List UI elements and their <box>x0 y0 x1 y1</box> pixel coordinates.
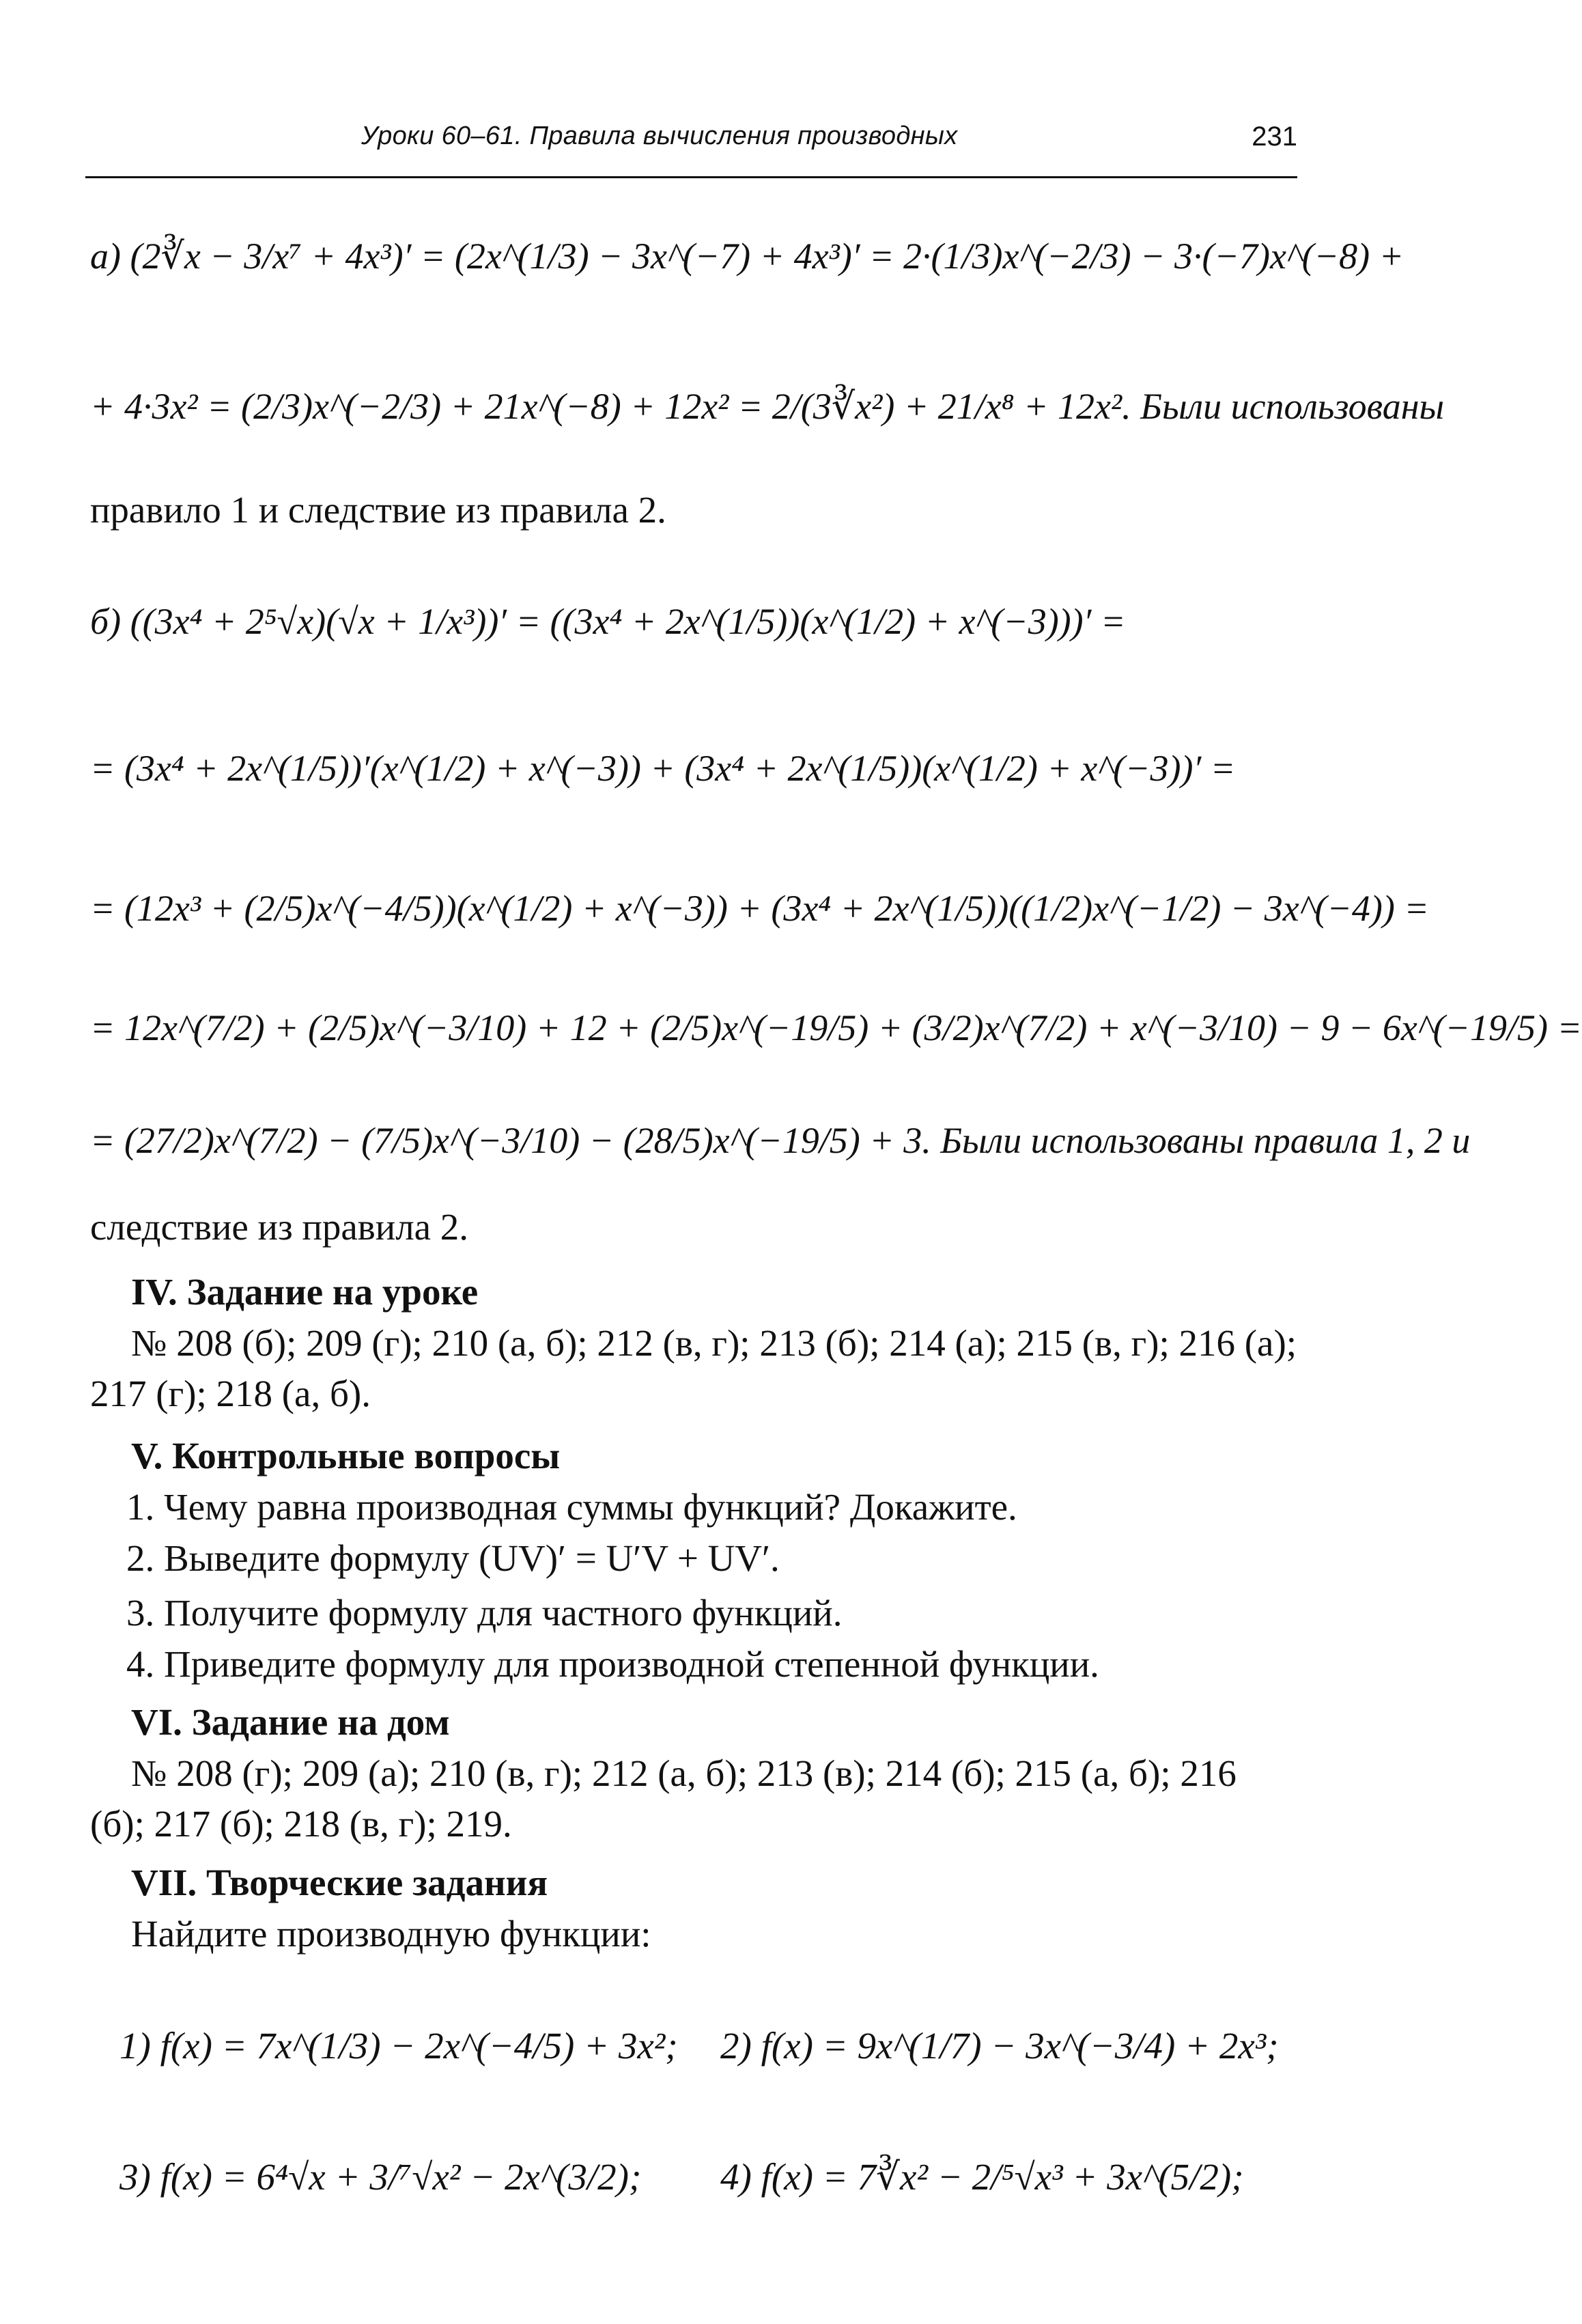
task-row <box>119 2146 1308 2209</box>
task-3: 3) f(x) = 6⁴√x + 3/⁷√x² − 2x^(3/2); <box>119 2156 642 2198</box>
rule-note: правило 1 и следствие из правила 2. <box>90 489 666 531</box>
example-b-line-1: б) ((3x⁴ + 2⁵√x)(√x + 1/x³))′ = ((3x⁴ + 2x^(1/5))(x^(1/2) + x^(−3)))′ = <box>90 601 1126 642</box>
example-b-line-2: = (3x⁴ + 2x^(1/5))′(x^(1/2) + x^(−3)) + (3x⁴ + 2x^(1/5))(x^(1/2) + x^(−3))′ = <box>90 748 1236 789</box>
task-1: 1) f(x) = 7x^(1/3) − 2x^(−4/5) + 3x²; <box>119 2025 678 2067</box>
running-head: Уроки 60–61. Правила вычисления производных <box>361 122 958 150</box>
section-4-heading: IV. Задание на уроке <box>131 1271 479 1313</box>
section-6-body: № 208 (г); 209 (а); 210 (в, г); 212 (а, б); 213 (в); 214 (б); 215 (а, б); 216 (б); 217 (б); 218 (в, г); 219. <box>90 1752 1237 1845</box>
section-5-heading: V. Контрольные вопросы <box>131 1435 561 1476</box>
creative-tasks <box>119 2015 1308 2209</box>
section-7-heading: VII. Творческие задания <box>131 1862 548 1903</box>
example-a-line-1: а) (2∛x − 3/x⁷ + 4x³)′ = (2x^(1/3) − 3x^(−7) + 4x³)′ = 2·(1/3)x^(−2/3) − 3·(−7)x^(−8) + <box>90 236 1404 277</box>
example-b-line-4: = 12x^(7/2) + (2/5)x^(−3/10) + 12 + (2/5)x^(−19/5) + (3/2)x^(7/2) + x^(−3/10) − 9 − 6x^(−19/5) = <box>90 1007 1582 1048</box>
consequence-note: следствие из правила 2. <box>90 1206 469 1248</box>
question-4: 4. Приведите формулу для производной степенной функции. <box>126 1643 1099 1685</box>
page-number: 231 <box>1252 122 1297 152</box>
section-6-heading: VI. Задание на дом <box>131 1701 450 1743</box>
task-row <box>119 2015 1308 2077</box>
task-4: 4) f(x) = 7∛x² − 2/⁵√x³ + 3x^(5/2); <box>720 2156 1244 2198</box>
task-2: 2) f(x) = 9x^(1/7) − 3x^(−3/4) + 2x³; <box>720 2025 1279 2067</box>
question-2: 2. Выведите формулу (UV)′ = U′V + UV′. <box>126 1537 780 1579</box>
section-7-intro: Найдите производную функции: <box>131 1913 651 1955</box>
question-1: 1. Чему равна производная суммы функций? Докажите. <box>126 1486 1017 1528</box>
example-b-line-5: = (27/2)x^(7/2) − (7/5)x^(−3/10) − (28/5)x^(−19/5) + 3. Были использованы правила 1, 2 и <box>90 1120 1471 1161</box>
page-header <box>85 115 1297 178</box>
example-b-line-3: = (12x³ + (2/5)x^(−4/5))(x^(1/2) + x^(−3)) + (3x⁴ + 2x^(1/5))((1/2)x^(−1/2) − 3x^(−4)) = <box>90 888 1429 929</box>
example-a-line-2: + 4·3x² = (2/3)x^(−2/3) + 21x^(−8) + 12x² = 2/(3∛x²) + 21/x⁸ + 12x². Были использованы <box>90 386 1445 427</box>
question-3: 3. Получите формулу для частного функций. <box>126 1592 843 1634</box>
section-4-body: № 208 (б); 209 (г); 210 (а, б); 212 (в, г); 213 (б); 214 (а); 215 (в, г); 216 (а); 217 (г); 218 (а, б). <box>90 1322 1297 1414</box>
